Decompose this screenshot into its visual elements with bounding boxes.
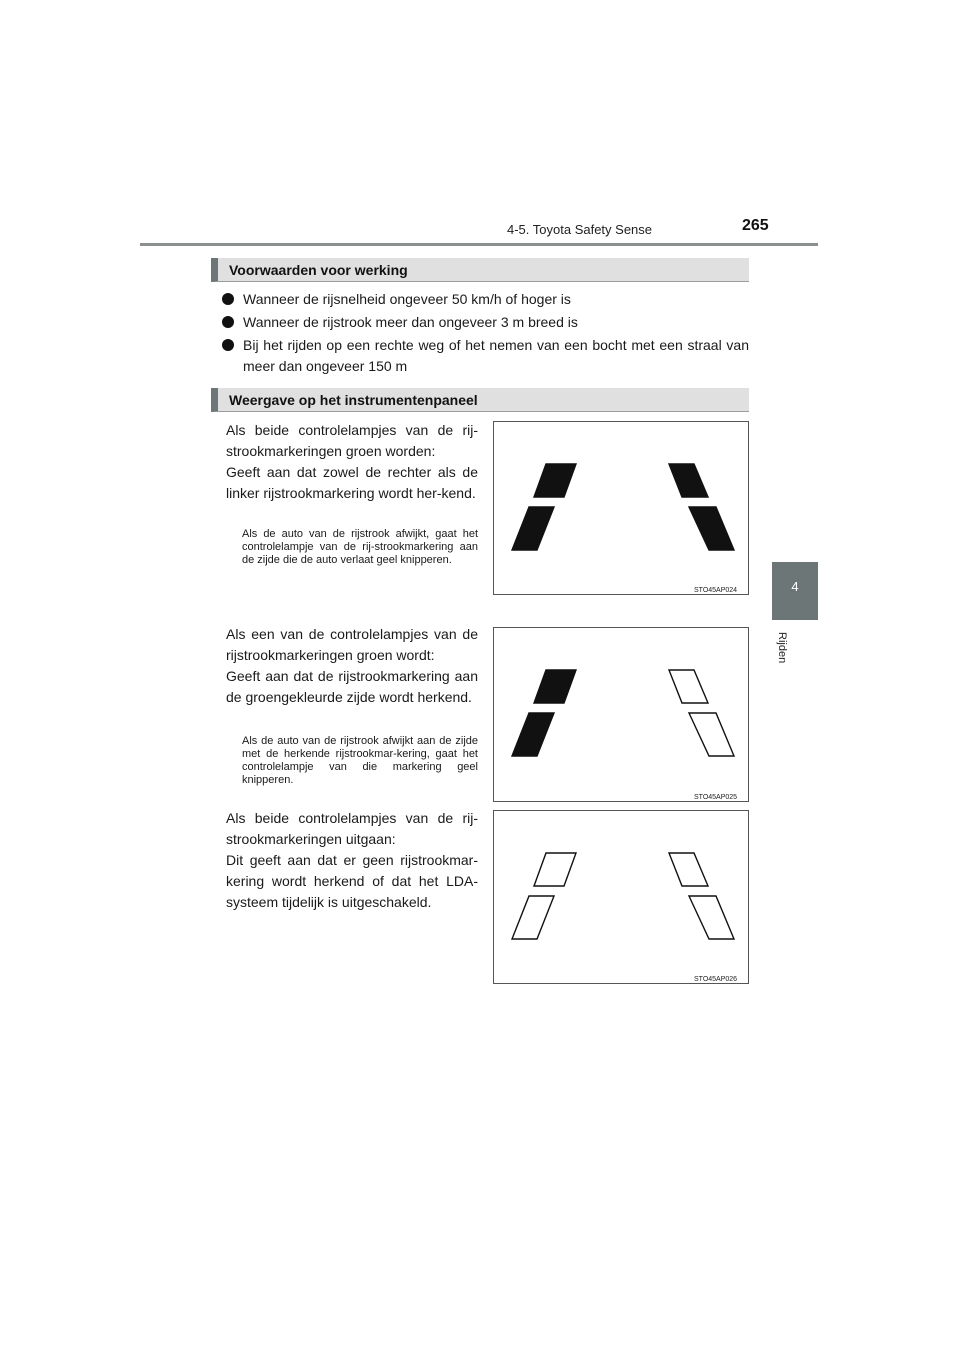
display-2-intro: Als een van de controlelampjes van de rijstrookmarkeringen groen wordt: xyxy=(226,626,478,663)
page-number: 265 xyxy=(742,217,769,234)
left-lane-upper-mark xyxy=(534,464,576,497)
display-1-intro: Als beide controlelampjes van de rij-strookmarkeringen groen worden: xyxy=(226,422,478,459)
running-header-section: 4-5. Toyota Safety Sense xyxy=(507,222,653,237)
right-lane-lower-mark xyxy=(689,713,734,756)
section-header-display xyxy=(211,388,749,412)
figure-one-lane-green xyxy=(493,627,749,802)
lane-indicator-figure xyxy=(494,811,748,983)
chapter-number: 4 xyxy=(791,579,799,594)
display-2-meaning: Geeft aan dat de rijstrookmarkering aan de groengekleurde zijde wordt herkend. xyxy=(226,668,478,705)
display-2-note: Als de auto van de rijstrook afwijkt aan de zijde met de herkende rijstrookmar-kering, gaat het controlelampje van die markering geel knipperen. xyxy=(242,735,478,786)
left-lane-lower-mark xyxy=(512,507,554,550)
figure-code: STO45AP025 xyxy=(694,794,738,801)
section-header-conditions xyxy=(211,258,749,282)
left-lane-upper-mark xyxy=(534,670,576,703)
chapter-tab xyxy=(772,562,818,620)
right-lane-lower-mark xyxy=(689,896,734,939)
bullet-icon xyxy=(222,293,234,305)
display-3-intro: Als beide controlelampjes van de rij-strookmarkeringen uitgaan: xyxy=(226,810,478,847)
right-lane-upper-mark xyxy=(669,853,708,886)
right-lane-lower-mark xyxy=(689,507,734,550)
left-lane-upper-mark xyxy=(534,853,576,886)
section-title: Voorwaarden voor werking xyxy=(229,262,408,278)
list-item: Wanneer de rijsnelheid ongeveer 50 km/h of hoger is xyxy=(222,289,749,310)
display-1-meaning: Geeft aan dat zowel de rechter als de linker rijstrookmarkering wordt her-kend. xyxy=(226,464,478,501)
left-lane-lower-mark xyxy=(512,713,554,756)
bullet-icon xyxy=(222,339,234,351)
display-1-note: Als de auto van de rijstrook afwijkt, gaat het controlelampje van de rij-strookmarkering aan de zijde die de auto verlaat geel knipperen. xyxy=(242,528,478,566)
figure-no-lanes xyxy=(493,810,749,984)
lane-indicator-figure xyxy=(494,628,748,801)
figure-code: STO45AP026 xyxy=(694,976,738,983)
section-title: Weergave op het instrumentenpaneel xyxy=(229,392,478,408)
right-lane-upper-mark xyxy=(669,464,708,497)
right-lane-upper-mark xyxy=(669,670,708,703)
figure-code: STO45AP024 xyxy=(694,587,738,594)
bullet-icon xyxy=(222,316,234,328)
conditions-list xyxy=(222,289,749,379)
display-3-meaning: Dit geeft aan dat er geen rijstrookmar-kering wordt herkend of dat het LDA-systeem tijdelijk is uitgeschakeld. xyxy=(226,852,478,910)
lane-indicator-figure xyxy=(494,422,748,594)
list-item: Wanneer de rijstrook meer dan ongeveer 3 m breed is xyxy=(222,312,749,333)
chapter-title: Rijden xyxy=(776,632,788,664)
left-lane-lower-mark xyxy=(512,896,554,939)
list-item: Bij het rijden op een rechte weg of het nemen van een bocht met een straal van meer dan ongeveer 150 m xyxy=(222,335,749,377)
header-rule xyxy=(140,243,818,246)
figure-both-lanes-green xyxy=(493,421,749,595)
